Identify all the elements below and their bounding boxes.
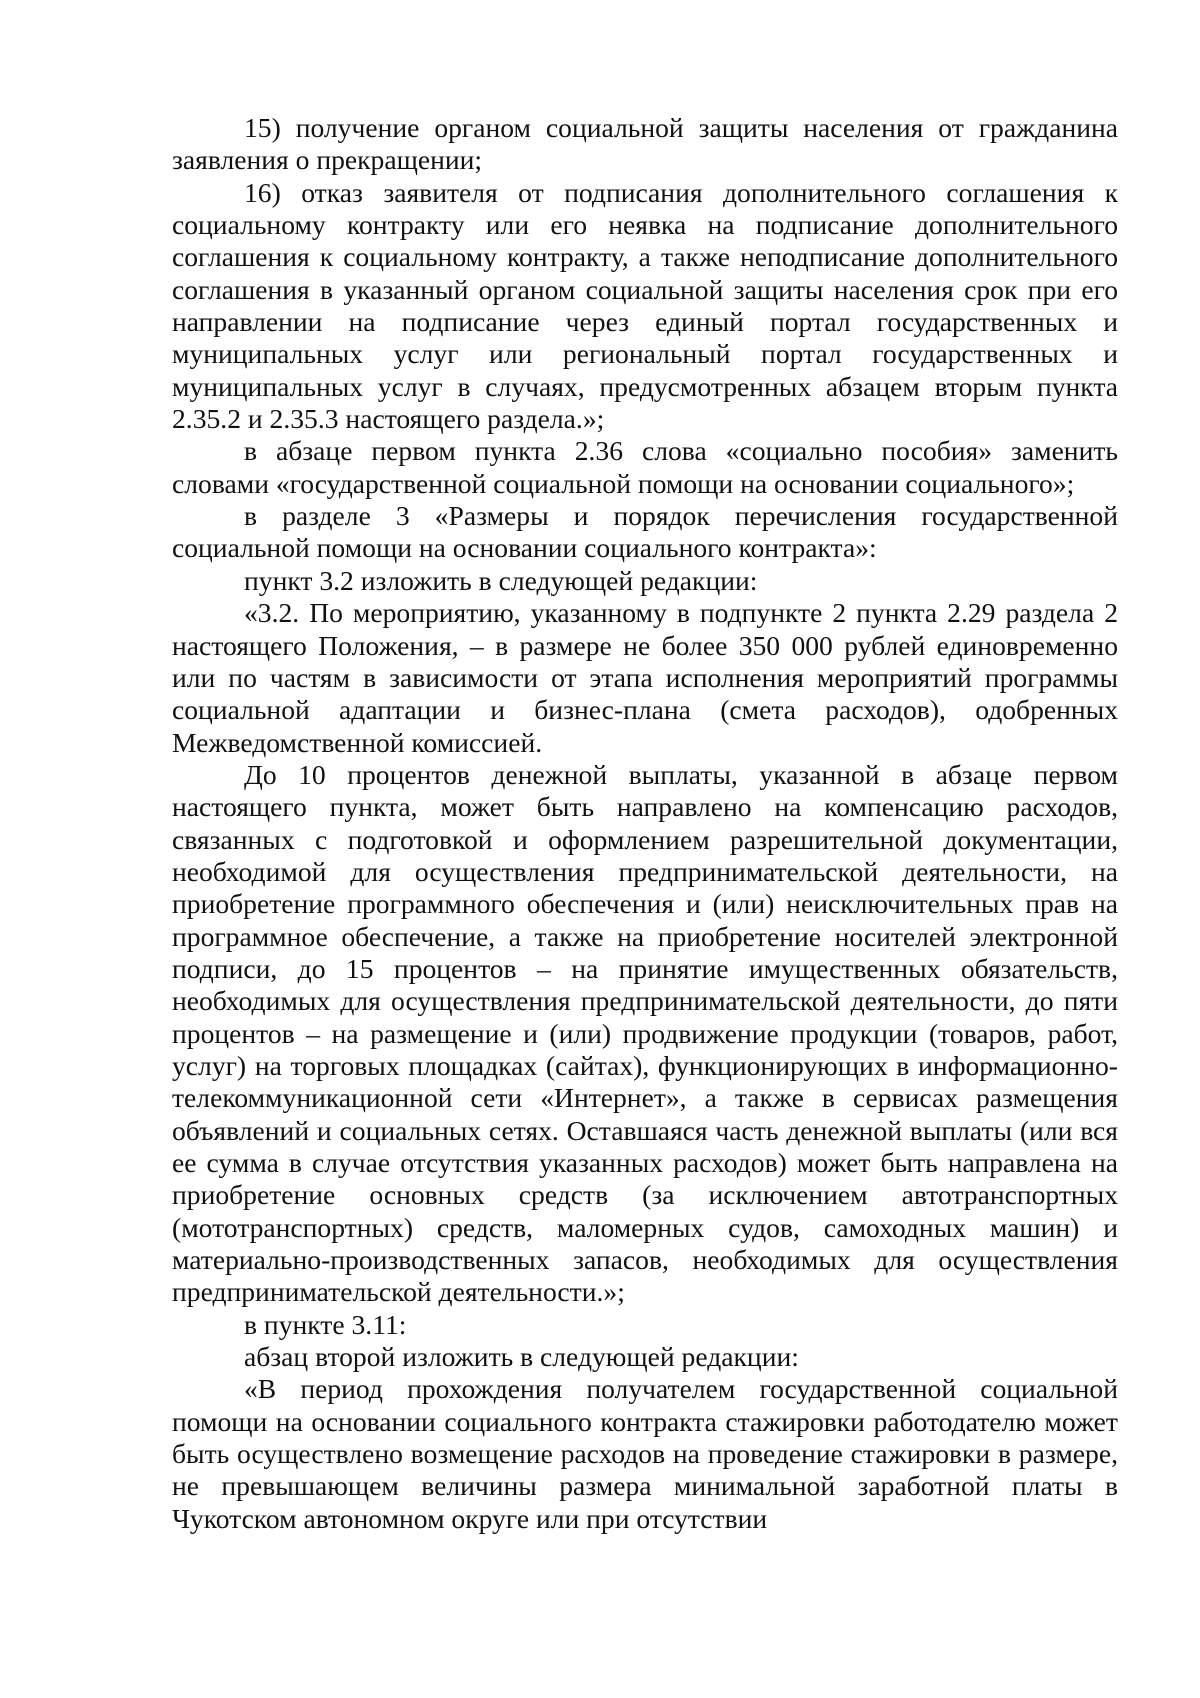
paragraph-payment-distribution: До 10 процентов денежной выплаты, указанной в абзаце первом настоящего пункта, может быть направлено на компенсацию расходов, связанных с подготовкой и оформлением разрешительной документации, необходимой для осуществления предпринимательской деятельности, на приобретение программного обеспечения и (или) неисключительных прав на программное обеспечение, а также на приобретение носителей электронной подписи, до 15 процентов – на принятие имущественных обязательств, необходимых для осуществления предпринимательской деятельности, до пяти процентов – на размещение и (или) продвижение продукции (товаров, работ, услуг) на торговых площадках (сайтах), функционирующих в информационно-телекоммуникационной сети «Интернет», а также в сервисах размещения объявлений и социальных сетях. Оставшаяся часть денежной выплаты (или вся ее сумма в случае отсутствия указанных расходов) может быть направлена на приобретение основных средств (за исключением автотранспортных (мототранспортных) средств, маломерных судов, самоходных машин) и материально-производственных запасов, необходимых для осуществления предпринимательской деятельности.»; <box>172 758 1118 1308</box>
document-body <box>172 112 1118 1535</box>
paragraph-item-16: 16) отказ заявителя от подписания дополнительного соглашения к социальному контракту или его неявка на подписание дополнительного соглашения к социальному контракту, а также неподписание дополнительного соглашения в указанный органом социальной защиты населения срок при его направлении на подписание через единый портал государственных и муниципальных услуг или региональный портал государственных и муниципальных услуг в случаях, предусмотренных абзацем вторым пункта 2.35.2 и 2.35.3 настоящего раздела.»; <box>172 176 1118 435</box>
paragraph-point-3-2-intro: пункт 3.2 изложить в следующей редакции: <box>244 564 758 596</box>
paragraph-section-3: в разделе 3 «Размеры и порядок перечисления государственной социальной помощи на основании социального контракта»: <box>172 500 1118 564</box>
paragraph-point-3-11: в пункте 3.11: <box>244 1308 407 1340</box>
paragraph-amendment-2-36: в абзаце первом пункта 2.36 слова «социально пособия» заменить словами «государственной социальной помощи на основании социального»; <box>172 435 1118 499</box>
paragraph-point-3-2-text: «3.2. По мероприятию, указанному в подпункте 2 пункта 2.29 раздела 2 настоящего Положения, – в размере не более 350 000 рублей единовременно или по частям в зависимости от этапа исполнения мероприятий программы социальной адаптации и бизнес-плана (смета расходов), одобренных Межведомственной комиссией. <box>172 597 1118 758</box>
paragraph-item-15: 15) получение органом социальной защиты населения от гражданина заявления о прекращении; <box>172 112 1118 176</box>
paragraph-internship-text: «В период прохождения получателем государственной социальной помощи на основании социального контракта стажировки работодателю может быть осуществлено возмещение расходов на проведение стажировки в размере, не превышающем величины размера минимальной заработной платы в Чукотском автономном округе или при отсутствии <box>172 1373 1118 1534</box>
paragraph-second-abzac-intro: абзац второй изложить в следующей редакции: <box>244 1341 799 1373</box>
